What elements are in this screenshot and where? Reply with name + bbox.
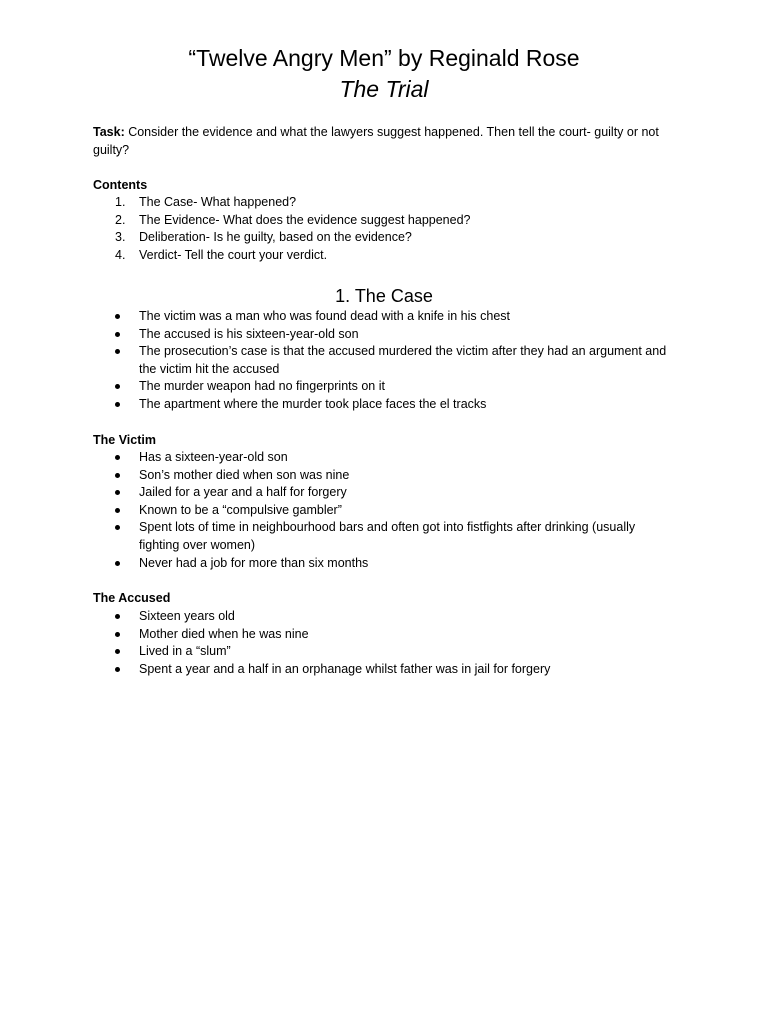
document-title: “Twelve Angry Men” by Reginald Rose: [188, 45, 580, 71]
list-item: [93, 326, 678, 344]
contents-item-number: 2.: [115, 212, 126, 227]
list-item-text: The accused is his sixteen-year-old son: [139, 326, 359, 341]
list-item-text: The victim was a man who was found dead with a knife in his chest: [139, 309, 511, 323]
bullet-icon: [115, 314, 120, 319]
list-item: [93, 626, 678, 644]
case-bullet-list: [93, 308, 678, 414]
accused-heading: The Accused: [93, 591, 171, 605]
task-paragraph: [93, 124, 678, 159]
contents-item-number: 3.: [115, 230, 126, 245]
list-item: [93, 343, 678, 378]
bullet-icon: [115, 525, 120, 530]
contents-item-text: Verdict- Tell the court your verdict.: [139, 247, 328, 262]
list-item-text: The murder weapon had no fingerprints on it: [139, 379, 385, 394]
contents-item: [93, 229, 678, 247]
contents-item: [93, 212, 678, 230]
contents-heading: Contents: [93, 178, 148, 192]
list-item: [93, 308, 678, 326]
list-item-text: The apartment where the murder took place faces the el tracks: [139, 396, 487, 411]
list-item-text: Sixteen years old: [139, 609, 235, 623]
bullet-icon: [115, 349, 120, 354]
list-item: [93, 502, 678, 520]
contents-item-text: The Case- What happened?: [139, 195, 297, 209]
bullet-icon: [115, 402, 120, 407]
list-item-text: Mother died when he was nine: [139, 626, 309, 641]
bullet-icon: [115, 649, 120, 654]
bullet-icon: [115, 384, 120, 389]
bullet-icon: [115, 561, 120, 566]
list-item-text: Son’s mother died when son was nine: [139, 467, 350, 482]
task-text: Consider the evidence and what the lawyers suggest happened. Then tell the court- guilty or not guilty?: [93, 125, 659, 157]
contents-item: [93, 194, 678, 212]
task-label: Task:: [93, 125, 125, 139]
list-item: [93, 608, 678, 626]
contents-item: [93, 247, 678, 265]
contents-item-number: 1.: [115, 195, 126, 209]
accused-bullet-list: [93, 608, 678, 678]
list-item: [93, 378, 678, 396]
list-item: [93, 643, 678, 661]
bullet-icon: [115, 455, 120, 460]
bullet-icon: [115, 614, 120, 619]
document-subtitle: The Trial: [339, 76, 429, 102]
list-item: [93, 555, 678, 573]
list-item-text: Spent lots of time in neighbourhood bars and often got into fistfights after drinking (usually fighting over women): [139, 520, 636, 552]
list-item-text: Lived in a “slum”: [139, 644, 231, 659]
list-item-text: Jailed for a year and a half for forgery: [139, 485, 347, 500]
list-item: [93, 467, 678, 485]
list-item: [93, 519, 678, 554]
bullet-icon: [115, 473, 120, 478]
case-section-heading: 1. The Case: [335, 286, 433, 306]
list-item-text: Spent a year and a half in an orphanage whilst father was in jail for forgery: [139, 661, 551, 676]
list-item: [93, 661, 678, 679]
victim-heading: The Victim: [93, 433, 156, 447]
contents-list: [93, 194, 678, 264]
list-item: [93, 484, 678, 502]
contents-item-number: 4.: [115, 247, 126, 262]
contents-item-text: Deliberation- Is he guilty, based on the evidence?: [139, 230, 412, 245]
bullet-icon: [115, 508, 120, 513]
list-item: [93, 449, 678, 467]
bullet-icon: [115, 632, 120, 637]
bullet-icon: [115, 667, 120, 672]
bullet-icon: [115, 490, 120, 495]
list-item-text: Never had a job for more than six months: [139, 555, 369, 570]
bullet-icon: [115, 332, 120, 337]
list-item-text: Known to be a “compulsive gambler”: [139, 502, 342, 517]
victim-bullet-list: [93, 449, 678, 572]
list-item-text: The prosecution’s case is that the accused murdered the victim after they had an argument and the victim hit the accused: [139, 344, 667, 376]
list-item: [93, 396, 678, 414]
list-item-text: Has a sixteen-year-old son: [139, 450, 288, 464]
contents-item-text: The Evidence- What does the evidence suggest happened?: [139, 212, 471, 227]
